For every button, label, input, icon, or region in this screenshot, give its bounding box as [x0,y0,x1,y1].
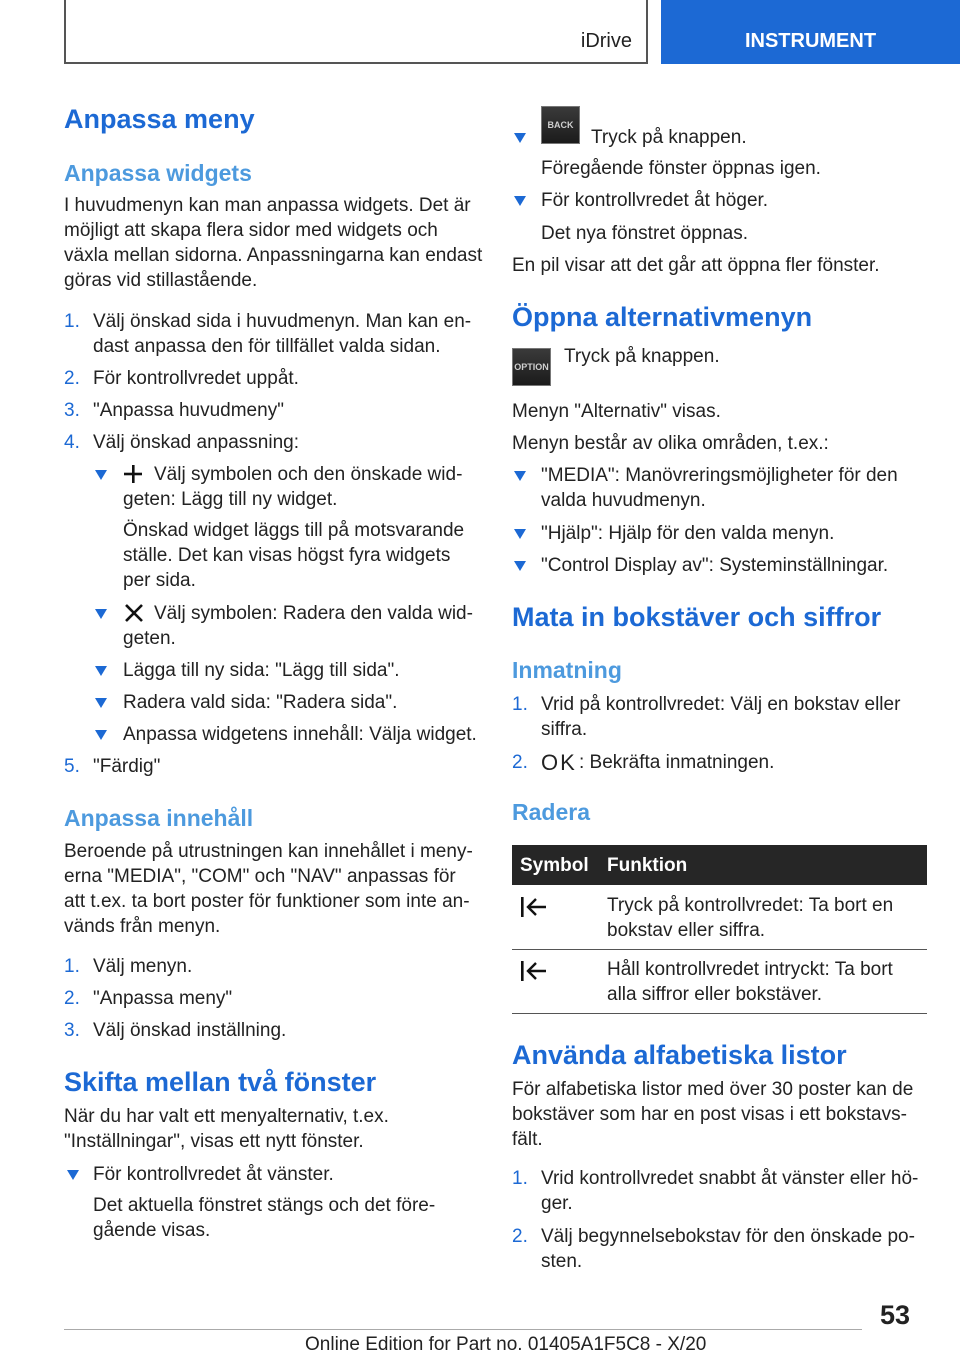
step-text [541,1224,915,1274]
step-text [541,1166,918,1216]
text-line: Önskad widget läggs till på motsvarande [123,520,465,541]
text-line: bokstäver som har en post visas i ett bokstavs- [512,1104,907,1125]
bullet-triangle-icon [95,698,107,708]
text-line: Beroende på utrustningen kan innehållet i meny- [64,841,473,862]
sub-plus-text-2: geten: Lägg till ny widget. [123,489,338,510]
page-number: 53 [880,1300,911,1330]
sub-x-text-2: geten. [123,628,176,649]
table-header-function: Funktion [607,855,688,876]
text-line: vänds från menyn. [64,916,221,937]
heading-inmatning: Inmatning [512,657,622,683]
close-icon [124,603,144,623]
table-cell-function [607,893,893,943]
heading-anpassa-innehall: Anpassa innehåll [64,805,254,831]
sub-x-text-1: Välj symbolen: Radera den valda wid- [154,603,473,624]
step-number: 1. [512,694,528,715]
arrow-note: En pil visar att det går att öppna fler fönster. [512,255,880,276]
text-line: "Inställningar", visas ett nytt fönster. [64,1131,364,1152]
tab-idrive-label: iDrive [580,30,632,52]
tab-idrive[interactable] [64,0,648,64]
step-text: För kontrollvredet uppåt. [93,368,299,389]
bullet-triangle-icon [514,529,526,539]
step-text: : Bekräfta inmatningen. [579,752,775,773]
paragraph-widgets [64,193,482,293]
heading-oppna-alternativ: Öppna alternativmenyn [512,302,813,332]
step-text [93,309,471,359]
back-button-icon: BACK [541,106,580,144]
text-line: att t.ex. ta bort poster för funktioner som inte an- [64,891,470,912]
table-cell-function [607,957,893,1007]
tab-instrument-label: INSTRUMENT [744,30,877,52]
right-note: Det nya fönstret öppnas. [541,223,749,244]
option-text: Tryck på knappen. [564,346,720,367]
backspace-icon [519,896,549,918]
switch-left-text: För kontrollvredet åt vänster. [93,1164,334,1185]
table-divider [512,1013,927,1014]
step-number: 3. [64,400,80,421]
ok-icon: OK [541,750,577,775]
text-line: Tryck på kontrollvredet: Ta bort en [607,895,894,916]
step-number: 4. [64,432,80,453]
step-number: 5. [64,756,80,777]
bullet-triangle-icon [95,609,107,619]
table-header [512,845,927,885]
table-divider [512,949,927,950]
sub-delete-page: Radera vald sida: "Radera sida". [123,692,398,713]
menu-consists-text: Menyn består av olika områden, t.ex.: [512,433,829,454]
text-line: I huvudmenyn kan man anpassa widgets. Det är [64,195,471,216]
text-line: alla siffror eller bokstäver. [607,984,823,1005]
bullet-triangle-icon [514,196,526,206]
step-text: Välj önskad anpassning: [93,432,299,453]
text-line: valda huvudmenyn. [541,490,706,511]
bullet-triangle-icon [514,471,526,481]
step-text: Välj önskad inställning. [93,1020,287,1041]
plus-icon [123,464,143,484]
text-line: Vrid kontrollvredet snabbt åt vänster eller hö- [541,1168,919,1189]
text-line: bokstav eller siffra. [607,920,766,941]
text-line: sten. [541,1251,583,1272]
heading-skifta: Skifta mellan två fönster [64,1067,377,1097]
text-line: siffra. [541,719,588,740]
option-help: "Hjälp": Hjälp för den valda menyn. [541,523,835,544]
bullet-triangle-icon [67,1170,79,1180]
right-text: För kontrollvredet åt höger. [541,190,769,211]
option-button-icon: OPTION [512,348,551,386]
step-number: 2. [512,752,528,773]
sub-plus-note [123,518,464,593]
step-text: Välj menyn. [93,956,193,977]
paragraph-content [64,839,473,939]
text-line: växla mellan sidorna. Anpassningarna kan endast [64,245,483,266]
text-line: Håll kontrollvredet intryckt: Ta bort [607,959,893,980]
paragraph-switch [64,1104,389,1154]
step-number: 3. [64,1020,80,1041]
option-media [541,463,898,513]
text-line: dast anpassa den för tillfället valda sidan. [93,336,441,357]
tab-instrument[interactable] [661,0,960,64]
text-line: Det aktuella fönstret stängs och det före- [93,1195,436,1216]
text-line: göras vid stillastående. [64,270,258,291]
text-line: ger. [541,1193,573,1214]
text-line: fält. [512,1129,543,1150]
text-line: Vrid på kontrollvredet: Välj en bokstav eller [541,694,901,715]
step-text: "Färdig" [93,756,161,777]
heading-alfabetiska: Använda alfabetiska listor [512,1040,847,1070]
step-number: 1. [512,1168,528,1189]
step-text: "Anpassa huvudmeny" [93,400,284,421]
back-note: Föregående fönster öppnas igen. [541,158,821,179]
text-line: Välj begynnelsebokstav för den önskade po- [541,1226,915,1247]
text-line: ställe. Det kan visas högst fyra widgets [123,545,451,566]
heading-anpassa-meny: Anpassa meny [64,104,255,134]
sub-plus-text-1: Välj symbolen och den önskade wid- [154,464,463,485]
footer-divider [64,1329,862,1330]
bullet-triangle-icon [514,561,526,571]
menu-shown-text: Menyn "Alternativ" visas. [512,401,721,422]
sub-widget-content: Anpassa widgetens innehåll: Välja widget. [123,724,477,745]
step-number: 2. [512,1226,528,1247]
text-line: "MEDIA": Manövreringsmöjligheter för den [541,465,898,486]
bullet-triangle-icon [95,730,107,740]
text-line: möjligt att skapa flera sidor med widgets och [64,220,438,241]
backspace-icon [519,960,549,982]
step-text: "Anpassa meny" [93,988,233,1009]
bullet-triangle-icon [514,133,526,143]
step-text [541,692,900,742]
option-control-display: "Control Display av": Systeminställningar. [541,555,889,576]
paragraph-alpha [512,1077,913,1152]
switch-left-note [93,1193,435,1243]
step-number: 1. [64,311,80,332]
table-header-symbol: Symbol [520,855,589,876]
footer-edition: Online Edition for Part no. 01405A1F5C8 - X/20 [305,1334,707,1355]
back-text: Tryck på knappen. [591,127,747,148]
bullet-triangle-icon [95,470,107,480]
text-line: För alfabetiska listor med över 30 poster kan de [512,1079,914,1100]
sub-add-page: Lägga till ny sida: "Lägg till sida". [123,660,400,681]
heading-radera: Radera [512,799,590,825]
step-number: 1. [64,956,80,977]
heading-mata-in: Mata in bokstäver och siffror [512,602,882,632]
text-line: Välj önskad sida i huvudmenyn. Man kan en- [93,311,472,332]
bullet-triangle-icon [95,666,107,676]
text-line: När du har valt ett menyalternativ, t.ex. [64,1106,389,1127]
text-line: gående visas. [93,1220,211,1241]
text-line: erna "MEDIA", "COM" och "NAV" anpassas för [64,866,456,887]
text-line: per sida. [123,570,196,591]
step-number: 2. [64,368,80,389]
step-number: 2. [64,988,80,1009]
heading-anpassa-widgets: Anpassa widgets [64,160,252,186]
